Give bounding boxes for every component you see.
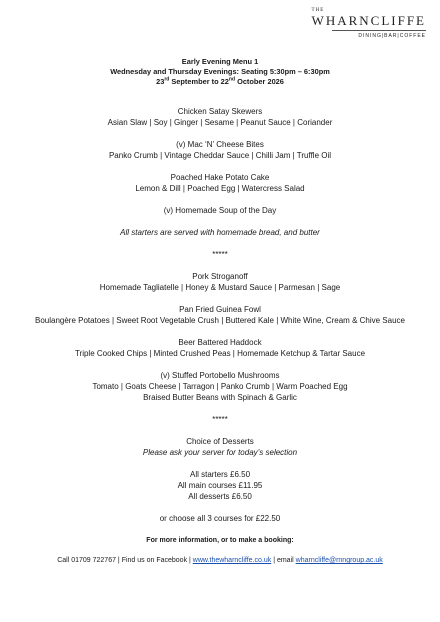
starter-item bbox=[0, 172, 440, 194]
main-desc: Triple Cooked Chips | Minted Crushed Peas | Homemade Ketchup & Tartar Sauce bbox=[74, 349, 366, 358]
separator: ***** bbox=[212, 250, 228, 259]
main-desc-extra: Braised Butter Beans with Spinach & Garlic bbox=[143, 393, 297, 402]
footer-mid: | email bbox=[271, 557, 296, 564]
desserts-note: Please ask your server for today’s selection bbox=[142, 448, 298, 457]
date-start-num: 23 bbox=[156, 77, 165, 86]
menu-title: Early Evening Menu 1 bbox=[181, 57, 259, 66]
price-desserts: All desserts £6.50 bbox=[188, 492, 252, 501]
logo-tagline: DINING|BAR|COFFEE bbox=[358, 33, 426, 39]
main-name: Beer Battered Haddock bbox=[178, 338, 262, 347]
logo-name: WHARNCLIFFE bbox=[311, 13, 426, 28]
date-end-sup: nd bbox=[228, 76, 236, 83]
main-name: Pork Stroganoff bbox=[192, 272, 248, 281]
main-item bbox=[0, 271, 440, 293]
footer-contact bbox=[0, 556, 440, 566]
starter-name: Poached Hake Potato Cake bbox=[170, 173, 270, 182]
starter-name: Chicken Satay Skewers bbox=[177, 107, 263, 116]
date-end: October 2026 bbox=[235, 77, 284, 86]
logo-the: THE bbox=[311, 8, 325, 13]
date-mid: September to bbox=[169, 77, 221, 86]
main-item bbox=[0, 337, 440, 359]
menu-dates bbox=[0, 77, 440, 87]
footer-prefix: Call 01709 722767 | Find us on Facebook | bbox=[57, 557, 193, 564]
date-end-num: 22 bbox=[220, 77, 229, 86]
starters-note: All starters are served with homemade bread, and butter bbox=[120, 228, 320, 237]
starter-item bbox=[0, 106, 440, 128]
menu-subtitle: Wednesday and Thursday Evenings: Seating 5:30pm – 6:30pm bbox=[110, 67, 330, 76]
main-desc: Tomato | Goats Cheese | Tarragon | Panko Crumb | Warm Poached Egg bbox=[92, 382, 348, 391]
starter-item bbox=[0, 205, 440, 216]
website-link[interactable]: www.thewharncliffe.co.uk bbox=[192, 557, 272, 564]
main-desc: Homemade Tagliatelle | Honey & Mustard Sauce | Parmesan | Sage bbox=[99, 283, 341, 292]
starter-desc: Lemon & Dill | Poached Egg | Watercress Salad bbox=[135, 184, 305, 193]
main-item bbox=[0, 370, 440, 403]
starter-item bbox=[0, 139, 440, 161]
price-starters: All starters £6.50 bbox=[189, 470, 251, 479]
main-desc: Boulangère Potatoes | Sweet Root Vegetable Crush | Buttered Kale | White Wine, Cream & Chive Sauce bbox=[35, 316, 405, 325]
main-name: Pan Fried Guinea Fowl bbox=[179, 305, 261, 314]
footer-heading: For more information, or to make a booking: bbox=[146, 537, 294, 544]
wharncliffe-logo bbox=[312, 8, 426, 39]
separator: ***** bbox=[212, 415, 228, 424]
logo-rule bbox=[332, 30, 426, 31]
starter-desc: Panko Crumb | Vintage Cheddar Sauce | Chilli Jam | Truffle Oil bbox=[108, 151, 332, 160]
email-link[interactable]: wharncliffe@rnngroup.ac.uk bbox=[295, 557, 383, 564]
starter-desc: Asian Slaw | Soy | Ginger | Sesame | Peanut Sauce | Coriander bbox=[107, 118, 333, 127]
main-item bbox=[0, 304, 440, 326]
main-name: (v) Stuffed Portobello Mushrooms bbox=[160, 371, 280, 380]
menu-content bbox=[0, 57, 440, 566]
starter-name: (v) Homemade Soup of the Day bbox=[163, 206, 277, 215]
price-combo: or choose all 3 courses for £22.50 bbox=[159, 514, 281, 523]
starter-name: (v) Mac ‘N’ Cheese Bites bbox=[176, 140, 264, 149]
desserts-name: Choice of Desserts bbox=[186, 437, 254, 446]
price-mains: All main courses £11.95 bbox=[177, 481, 263, 490]
date-start-sup: rd bbox=[164, 76, 170, 83]
